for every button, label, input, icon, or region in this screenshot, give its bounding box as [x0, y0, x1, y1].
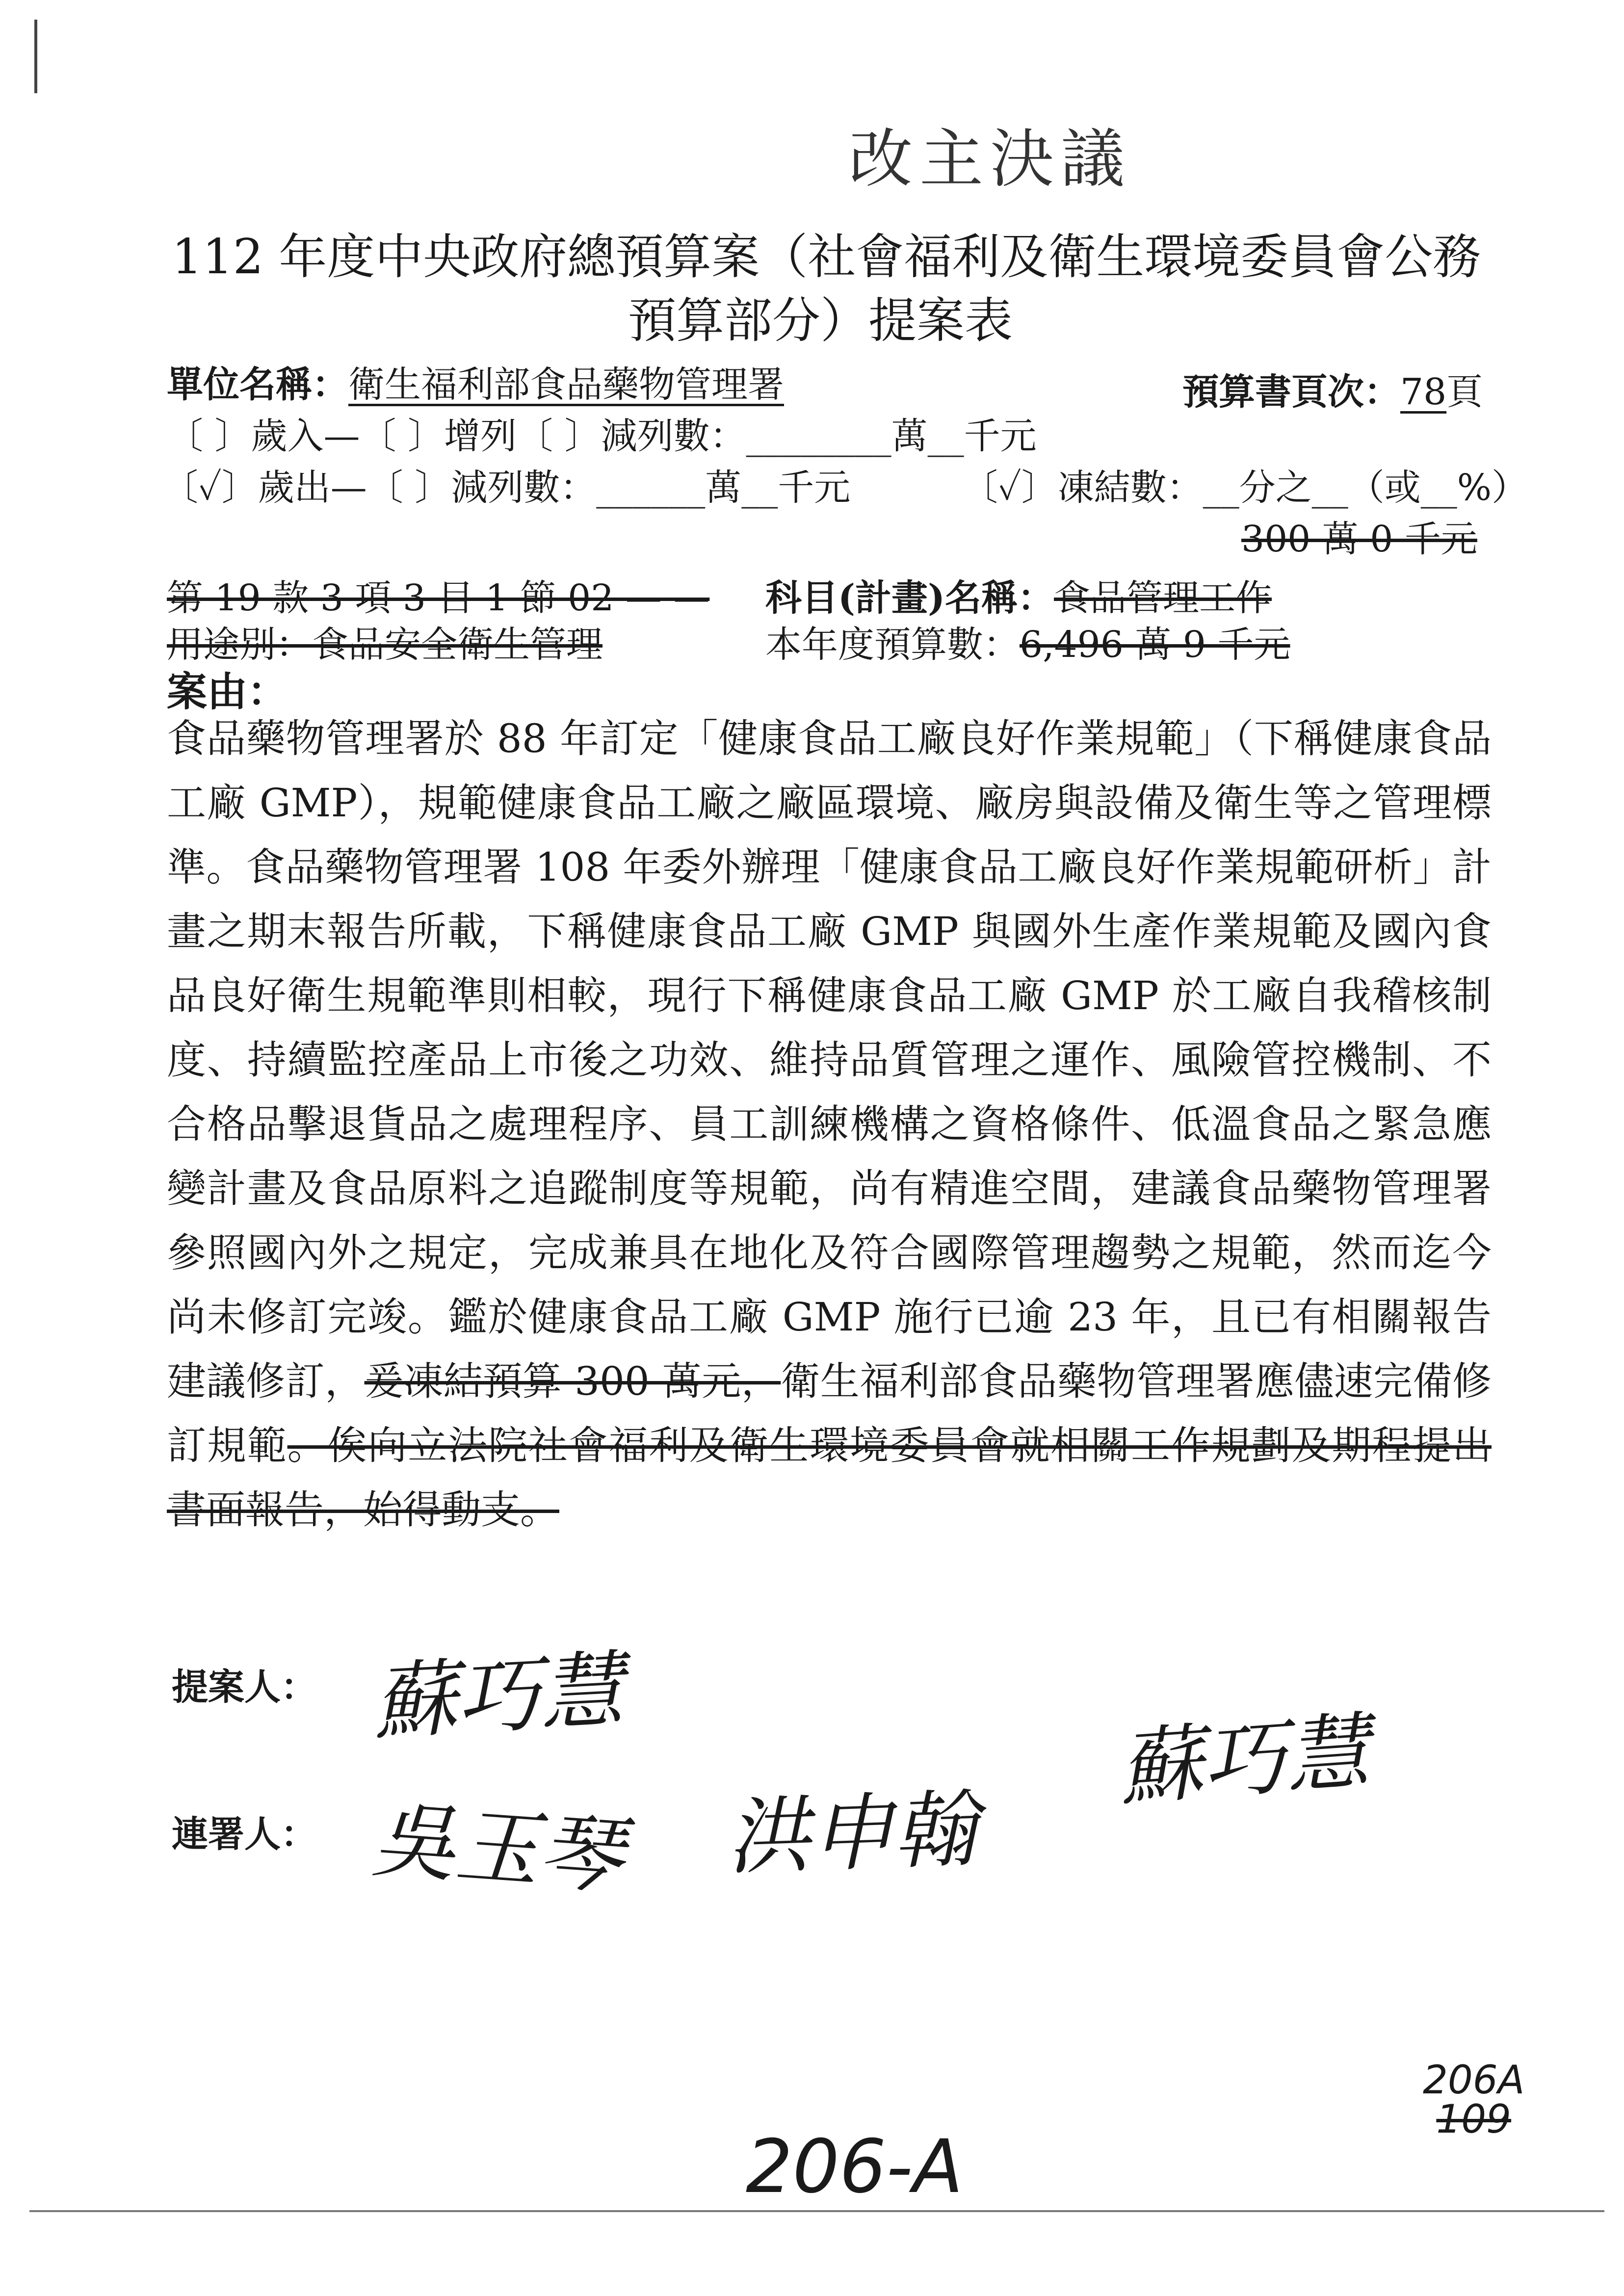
cosigner-signature-3: 蘇巧慧 — [1116, 1703, 1373, 1818]
cosigner-signature-2: 洪申翰 — [725, 1781, 978, 1887]
section-line: 第 19 款 3 項 3 目 1 節 02 — — — [167, 577, 710, 619]
budget-value: 6,496 萬 9 千元 — [1020, 624, 1290, 666]
cosigner-signature-1: 吳玉琴 — [369, 1791, 626, 1906]
budget-label: 本年度預算數： — [765, 624, 1020, 666]
resolution-stamp: 改主決議 — [849, 122, 1132, 196]
freeze-line: 〔✓〕凍結數：__分之__（或__%） — [962, 467, 1528, 509]
margin-note — [1423, 2057, 1525, 2142]
proposer-label: 提案人： — [172, 1666, 317, 1708]
revenue-line: 〔 〕歲入—〔 〕增列〔 〕減列數：________萬__千元 — [167, 415, 1037, 457]
scan-artifact — [34, 20, 37, 93]
case-body-struck-2: 。俟向立法院社會福利及衛生環境委員會就相關工作規劃及期程提出書面報告，始得動支。 — [167, 1423, 1492, 1533]
case-body-struck-1: 爰凍結預算 300 萬元， — [364, 1358, 781, 1404]
page-label: 預算書頁次： — [1182, 371, 1400, 413]
unit-label: 單位名稱： — [167, 364, 348, 406]
case-heading: 案由： — [167, 668, 288, 715]
freeze-amount: 300 萬 0 千元 — [1241, 518, 1477, 560]
case-body-kept: 衛生福利部食品藥物管理署應儘速完備修訂規範 — [167, 1358, 1492, 1468]
subject-label: 科目(計畫)名稱： — [765, 577, 1054, 619]
unit-value: 衛生福利部食品藥物管理署 — [348, 364, 784, 406]
form-title-line-1: 112 年度中央政府總預算案（社會福利及衛生環境委員會公務 — [172, 229, 1481, 285]
scan-edge — [29, 2210, 1604, 2212]
handwritten-page-number: 206-A — [746, 2124, 964, 2210]
margin-note-1: 206A — [1423, 2057, 1525, 2103]
case-body-main: 食品藥物管理署於 88 年訂定「健康食品工廠良好作業規範」（下稱健康食品工廠 GMP），規範健康食品工廠之廠區環境、廠房與設備及衛生等之管理標準。食品藥物管理署 108 年委外辦理「健康食品工廠良好作業規範研析」計畫之期末報告所載，下稱健康食品工廠 GMP 與國外生產作業規範及國內食品良好衛生規範準則相較，現行下稱健康食品工廠 GMP 於工廠自我稽核制度、持續監控產品上市後之功效、維持品質管理之運作、風險管控機制、不合格品擊退貨品之處理程序、員工訓練機構之資格條件、低溫食品之緊急應變計畫及食品原料之追蹤制度等規範，尚有精進空間，建議食品藥物管理署參照國內外之規定，完成兼具在地化及符合國際管理趨勢之規範，然而迄今尚未修訂完竣。鑑於健康食品工廠 GMP 施行已逾 23 年，且已有相關報告建議修訂， — [167, 716, 1492, 1404]
budget-row — [765, 616, 1290, 668]
expenditure-line: 〔✓〕歲出—〔 〕減列數：______萬__千元 — [162, 467, 851, 509]
subject-value: 食品管理工作 — [1054, 577, 1272, 619]
page-unit: 頁 — [1446, 371, 1483, 413]
use-value: 食品安全衛生管理 — [312, 624, 602, 666]
page-value: 78 — [1400, 371, 1447, 413]
cosigner-label: 連署人： — [172, 1813, 317, 1855]
page-ref — [1182, 363, 1483, 415]
use-label: 用途別： — [167, 624, 312, 666]
proposer-signature: 蘇巧慧 — [370, 1641, 626, 1752]
form-title-line-2: 預算部分）提案表 — [628, 293, 1013, 349]
subject-row — [765, 569, 1272, 621]
unit-row — [167, 356, 784, 408]
case-body — [167, 706, 1492, 1542]
margin-note-2: 109 — [1436, 2096, 1512, 2142]
